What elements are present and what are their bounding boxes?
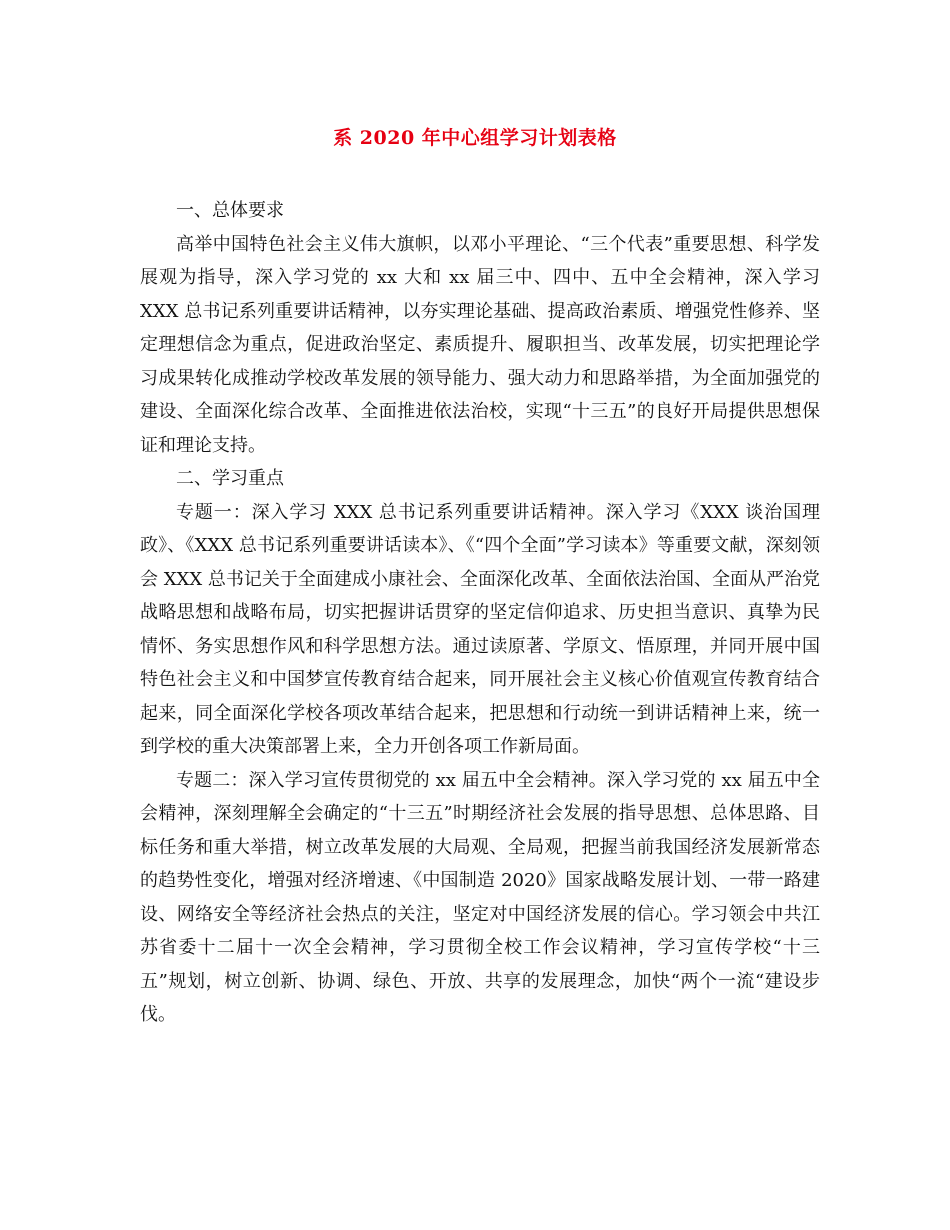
paragraph-general-requirements: 高举中国特色社会主义伟大旗帜，以邓小平理论、“三个代表”重要思想、科学发展观为指导，深入学习党的 xx 大和 xx 届三中、四中、五中全会精神，深入学习 XXX 总书记系列重要讲话精神，以夯实理论基础、提高政治素质、增强党性修养、坚定理想信念为重点，促进政治坚定、素质提升、履职担当、改革发展，切实把理论学习成果转化成推动学校改革发展的领导能力、强大动力和思路举措，为全面加强党的建设、全面深化综合改革、全面推进依法治校，实现“十三五”的良好开局提供思想保证和理论支持。 (140, 233, 820, 456)
paragraph-topic-one: 专题一：深入学习 XXX 总书记系列重要讲话精神。深入学习《XXX 谈治国理政》、《XXX 总书记系列重要讲话读本》、《“四个全面”学习读本》等重要文献，深刻领会 XXX 总书记关于全面建成小康社会、全面深化改革、全面依法治国、全面从严治党战略思想和战略布局，切实把握讲话贯穿的坚定信仰追求、历史担当意识、真挚为民情怀、务实思想作风和科学思想方法。通过读原著、学原文、悟原理，并同开展中国特色社会主义和中国梦宣传教育结合起来，同开展社会主义核心价值观宣传教育结合起来，同全面深化学校各项改革结合起来，把思想和行动统一到讲话精神上来，统一到学校的重大决策部署上来，全力开创各项工作新局面。 (140, 501, 820, 757)
document-body (140, 194, 820, 1032)
document-title: 系 2020 年中心组学习计划表格 (333, 127, 617, 149)
paragraph-topic-two: 专题二：深入学习宣传贯彻党的 xx 届五中全会精神。深入学习党的 xx 届五中全会精神，深刻理解全会确定的“十三五”时期经济社会发展的指导思想、总体思路、目标任务和重大举措，树立改革发展的大局观、全局观，把握当前我国经济发展新常态的趋势性变化，增强对经济增速、《中国制造 2020》国家战略发展计划、一带一路建设、网络安全等经济社会热点的关注，坚定对中国经济发展的信心。学习领会中共江苏省委十二届十一次全会精神，学习贯彻全校工作会议精神，学习宣传学校“十三五”规划，树立创新、协调、绿色、开放、共享的发展理念，加快“两个一流“建设步伐。 (140, 769, 820, 1025)
section-heading-study-focus: 二、学习重点 (176, 468, 284, 489)
section-heading-general-requirements: 一、总体要求 (176, 200, 284, 221)
